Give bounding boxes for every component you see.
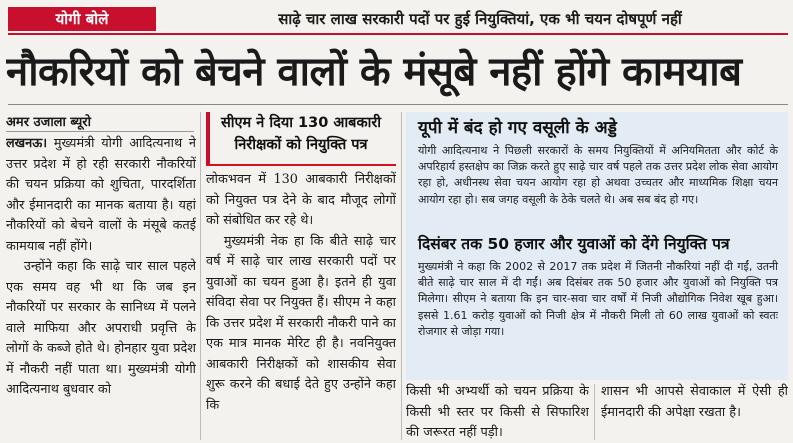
- column-4: [601, 382, 788, 442]
- column-3: [406, 382, 589, 442]
- column-1: [6, 134, 196, 440]
- column-1-text-1: मुख्यमंत्री योगी आदित्यनाथ ने उत्तर प्रदेश में हो रही सरकारी नौकरियों की चयन प्रक्रिया को शुचिता, पारदर्शिता और ईमानदारी का मानक बताया है। यहां नौकरियों को बेचने वालों के मंसूबे कतई कामयाब नहीं होंगे।: [6, 136, 196, 254]
- column-divider: [401, 112, 402, 440]
- headline-divider: [8, 104, 788, 105]
- column-divider: [594, 384, 595, 440]
- sub-headline: साढ़े चार लाख सरकारी पदों पर हुई नियुक्तियां, एक भी चयन दोषपूर्ण नहीं: [278, 10, 682, 28]
- column-3-paragraph: किसी भी अभ्यर्थी को चयन प्रक्रिया के किसी भी स्तर पर किसी से सिफारिश की जरूरत नहीं पड़ी।: [406, 384, 589, 440]
- column-2-heading: सीएम ने दिया 130 आबकारी निरीक्षकों को नियुक्ति पत्र: [206, 112, 396, 166]
- column-4-paragraph: शासन भी आपसे सेवाकाल में ऐसी ही ईमानदारी की अपेक्षा रखता है।: [601, 384, 788, 420]
- column-divider: [200, 112, 201, 440]
- byline: अमर उजाला ब्यूरो: [6, 115, 91, 130]
- column-2-paragraph-2: मुख्यमंत्री नेक हा कि बीते साढ़े चार वर्ष में साढ़े चार लाख सरकारी पदों पर युवाओं का चयन हुआ है। इतने ही युवा संविदा सेवा पर नियुक्त हैं। सीएम ने कहा कि उत्तर प्रदेश में सरकारी नौकरी पाने का एक मात्र मानक मेरिट ही है। नवनियुक्त आबकारी निरीक्षकों को शासकीय सेवा शुरू करने की बधाई देते हुए उन्होंने कहा कि: [206, 233, 396, 413]
- column-1-paragraph-1: [6, 134, 196, 257]
- box-paragraph-1: योगी आदित्यनाथ ने पिछली सरकारों के समय नियुक्तियों में अनियमितता और कोर्ट के अपरिहार्य हस्तक्षेप का जिक्र करते हुए साढ़े चार वर्ष पहले तक उत्तर प्रदेश लोक सेवा आयोग रहा हो, अधीनस्थ सेवा चयन आयोग रहा हो अथवा उच्चतर और माध्यमिक शिक्षा चयन आयोग रहा हो। सब जगह वसूली के ठेके चलते थे। अब सब बंद हो गए।: [418, 144, 778, 206]
- dateline: लखनऊ।: [6, 136, 48, 151]
- main-headline: नौकरियों को बेचने वालों के मंसूबे नहीं होंगे कामयाब: [6, 49, 742, 95]
- column-1-paragraph-2: उन्होंने कहा कि साढ़े चार साल पहले एक समय वह भी था कि जब इन नौकरियों पर सरकार के सानिध्य में पलने वाले माफिया और अपराधी प्रवृत्ति के लोगों के कब्जे होते थे। होनहार युवा प्रदेश में नौकरी नहीं पाता था। मुख्यमंत्री योगी आदित्यनाथ बुधवार को: [6, 259, 196, 397]
- box-heading-1: यूपी में बंद हो गए वसूली के अड्डे: [418, 118, 617, 138]
- box-paragraph-2: मुख्यमंत्री ने कहा कि 2002 से 2017 तक प्रदेश में जितनी नौकरियां नहीं दी गईं, उतनी बीते साढ़े चार साल में दी गईं। अब दिसंबर तक 50 हजार और युवाओं को नियुक्ति पत्र मिलेगा। सीएम ने बताया कि इन चार-सवा चार वर्षों में निजी औद्योगिक निवेश खूब हुआ। इससे 1.61 करोड़ युवाओं को निजी क्षेत्र में नौकरी मिली तो 60 लाख युवाओं को स्वतः रोजगार से जोड़ा गया।: [418, 260, 778, 338]
- heading-accent-bar: [206, 112, 210, 164]
- top-divider: [8, 33, 788, 35]
- column-2-paragraph-1: लोकभवन में 130 आबकारी निरीक्षकों को नियुक्त पत्र देने के बाद मौजूद लोगों को संबोधित कर रहे थे।: [206, 172, 396, 228]
- byline-divider: [6, 131, 194, 132]
- box-heading-2: दिसंबर तक 50 हजार और युवाओं को देंगे नियुक्ति पत्र: [418, 235, 730, 253]
- kicker-label: योगी बोले: [8, 7, 156, 31]
- column-2: [206, 170, 396, 440]
